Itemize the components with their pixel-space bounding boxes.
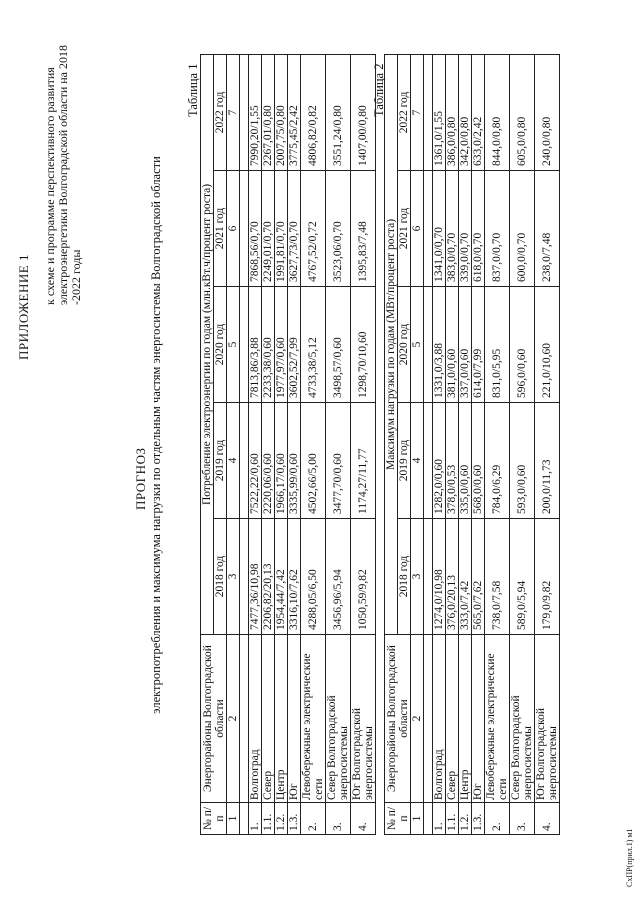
appendix-title: ПРИЛОЖЕНИЕ 1	[16, 254, 31, 360]
column-number: 3	[411, 519, 424, 635]
value-cell: 1361,0/1,55	[433, 54, 446, 170]
column-number: 4	[227, 403, 240, 519]
row-index: 1.	[433, 803, 446, 835]
column-header-year: 2020 год	[214, 287, 227, 403]
table-row	[275, 54, 288, 834]
value-cell: 600,0/0,70	[510, 171, 535, 287]
region-name: Юг	[472, 635, 485, 803]
table2-label: Таблица 2	[372, 63, 386, 117]
energy-consumption-table	[200, 54, 376, 835]
column-header-region: Энергорайоны Волгоградской области	[385, 635, 411, 803]
value-cell: 1991,81/0,70	[275, 171, 288, 287]
value-cell: 1050,59/9,82	[351, 519, 376, 635]
region-name: Север	[262, 635, 275, 803]
table-row	[510, 54, 535, 834]
value-cell: 7990,20/1,55	[249, 54, 262, 170]
value-cell: 3523,06/0,70	[326, 171, 351, 287]
column-number: 1	[411, 803, 424, 835]
table-row	[433, 54, 446, 834]
value-cell: 2206,82/20,13	[262, 519, 275, 635]
column-number: 2	[411, 635, 424, 803]
value-cell: 378,0/0,53	[446, 403, 459, 519]
column-number: 7	[411, 54, 424, 170]
region-name: Север Волгоградской энергосистемы	[510, 635, 535, 803]
value-cell: 333,0/7,42	[459, 519, 472, 635]
value-cell: 568,0/0,60	[472, 403, 485, 519]
column-header-year: 2021 год	[398, 171, 411, 287]
value-cell: 238,0/7,48	[535, 171, 560, 287]
value-cell: 1954,44/7,42	[275, 519, 288, 635]
value-cell: 3551,24/0,80	[326, 54, 351, 170]
value-cell: 381,0/0,60	[446, 287, 459, 403]
table-row	[288, 54, 301, 834]
column-header-year: 2019 год	[214, 403, 227, 519]
table1-body	[240, 54, 376, 834]
value-cell: 383,0/0,70	[446, 171, 459, 287]
row-index: 1.3.	[288, 803, 301, 835]
table-row	[351, 54, 376, 834]
column-number: 3	[227, 519, 240, 635]
value-cell: 589,0/5,94	[510, 519, 535, 635]
value-cell: 3627,73/0,70	[288, 171, 301, 287]
footer-code: СхПР(прил.1) м1	[625, 828, 634, 887]
value-cell: 2220,06/0,60	[262, 403, 275, 519]
value-cell: 1407,00/0,80	[351, 54, 376, 170]
column-number: 6	[411, 171, 424, 287]
row-index: 3.	[510, 803, 535, 835]
value-cell: 200,0/11,73	[535, 403, 560, 519]
table-row	[446, 54, 459, 834]
table-row	[249, 54, 262, 834]
value-cell: 1298,70/10,60	[351, 287, 376, 403]
column-number: 7	[227, 54, 240, 170]
region-name: Левобережные электрические сети	[301, 635, 326, 803]
column-number: 4	[411, 403, 424, 519]
table-row	[326, 54, 351, 834]
value-cell: 3335,99/0,60	[288, 403, 301, 519]
column-header-year: 2018 год	[398, 519, 411, 635]
value-cell: 605,0/0,80	[510, 54, 535, 170]
value-cell: 1274,0/10,98	[433, 519, 446, 635]
column-header-index: № п/п	[385, 803, 411, 835]
value-cell: 593,0/0,60	[510, 403, 535, 519]
value-cell: 7477,36/10,98	[249, 519, 262, 635]
row-index: 1.2.	[275, 803, 288, 835]
value-cell: 386,0/0,80	[446, 54, 459, 170]
region-name: Волгоград	[249, 635, 262, 803]
column-number: 2	[227, 635, 240, 803]
group-header: Потребление электроэнергии по годам (млн.кВт.ч/процент роста)	[201, 54, 214, 634]
table-row	[472, 54, 485, 834]
value-cell: 618,0/0,70	[472, 171, 485, 287]
value-cell: 4806,82/0,82	[301, 54, 326, 170]
value-cell: 179,0/9,82	[535, 519, 560, 635]
value-cell: 3316,10/7,62	[288, 519, 301, 635]
column-number: 6	[227, 171, 240, 287]
table-row	[459, 54, 472, 834]
value-cell: 2267,01/0,80	[262, 54, 275, 170]
value-cell: 339,0/0,70	[459, 171, 472, 287]
table-row	[535, 54, 560, 834]
column-header-year: 2021 год	[214, 171, 227, 287]
value-cell: 837,0/0,70	[485, 171, 510, 287]
table-row	[301, 54, 326, 834]
value-cell: 337,0/0,60	[459, 287, 472, 403]
region-name: Центр	[459, 635, 472, 803]
row-index: 4.	[351, 803, 376, 835]
value-cell: 3602,52/7,99	[288, 287, 301, 403]
table-row	[485, 54, 510, 834]
column-header-year: 2022 год	[214, 54, 227, 170]
spacer-row	[240, 54, 249, 834]
column-header-year: 2019 год	[398, 403, 411, 519]
row-index: 1.3.	[472, 803, 485, 835]
row-index: 1.	[249, 803, 262, 835]
region-name: Юг Волгоградской энергосистемы	[535, 635, 560, 803]
value-cell: 376,0/20,13	[446, 519, 459, 635]
value-cell: 4767,52/0,72	[301, 171, 326, 287]
row-index: 2.	[485, 803, 510, 835]
column-header-index: № п/п	[201, 803, 227, 835]
region-name: Волгоград	[433, 635, 446, 803]
document-subtitle: электропотребления и максимума нагрузки по отдельным частям энергосистемы Волгоградской области	[149, 156, 163, 714]
value-cell: 831,0/5,95	[485, 287, 510, 403]
row-index: 1.1.	[262, 803, 275, 835]
value-cell: 2233,38/0,60	[262, 287, 275, 403]
value-cell: 2007,75/0,80	[275, 54, 288, 170]
table-row	[262, 54, 275, 834]
column-number: 5	[411, 287, 424, 403]
value-cell: 342,0/0,80	[459, 54, 472, 170]
column-number: 5	[227, 287, 240, 403]
row-index: 1.1.	[446, 803, 459, 835]
column-header-year: 2022 год	[398, 54, 411, 170]
value-cell: 1395,83/7,48	[351, 171, 376, 287]
row-index: 1.2.	[459, 803, 472, 835]
value-cell: 4502,66/5,00	[301, 403, 326, 519]
value-cell: 3477,70/0,60	[326, 403, 351, 519]
value-cell: 221,0/10,60	[535, 287, 560, 403]
region-name: Центр	[275, 635, 288, 803]
value-cell: 1341,0/0,70	[433, 171, 446, 287]
value-cell: 1282,0/0,60	[433, 403, 446, 519]
value-cell: 596,0/0,60	[510, 287, 535, 403]
value-cell: 614,0/7,99	[472, 287, 485, 403]
row-index: 2.	[301, 803, 326, 835]
value-cell: 1966,17/0,60	[275, 403, 288, 519]
column-header-region: Энергорайоны Волгоградской области	[201, 635, 227, 803]
value-cell: 1331,0/3,88	[433, 287, 446, 403]
value-cell: 633,0/2,42	[472, 54, 485, 170]
group-header: Максимум нагрузки по годам (МВт/процент роста)	[385, 54, 398, 634]
table1-label: Таблица 1	[186, 63, 200, 117]
value-cell: 844,0/0,80	[485, 54, 510, 170]
region-name: Юг	[288, 635, 301, 803]
value-cell: 3775,45/2,42	[288, 54, 301, 170]
region-name: Левобережные электрические сети	[485, 635, 510, 803]
value-cell: 3498,57/0,60	[326, 287, 351, 403]
appendix-note: к схеме и программе перспективного развития электроэнергетики Волгоградской области на 2018 -2022 годы	[43, 44, 83, 305]
value-cell: 1977,97/0,60	[275, 287, 288, 403]
column-number: 1	[227, 803, 240, 835]
row-index: 3.	[326, 803, 351, 835]
column-header-year: 2018 год	[214, 519, 227, 635]
value-cell: 738,0/7,58	[485, 519, 510, 635]
region-name: Север	[446, 635, 459, 803]
spacer-row	[424, 54, 433, 834]
region-name: Юг Волгоградской энергосистемы	[351, 635, 376, 803]
value-cell: 240,0/0,80	[535, 54, 560, 170]
table2-body	[424, 54, 560, 834]
value-cell: 335,0/0,60	[459, 403, 472, 519]
value-cell: 2249,01/0,70	[262, 171, 275, 287]
value-cell: 565,0/7,62	[472, 519, 485, 635]
value-cell: 4733,38/5,12	[301, 287, 326, 403]
document-title: ПРОГНОЗ	[133, 447, 148, 510]
value-cell: 7813,86/3,88	[249, 287, 262, 403]
value-cell: 1174,27/11,77	[351, 403, 376, 519]
region-name: Север Волгоградской энергосистемы	[326, 635, 351, 803]
column-header-year: 2020 год	[398, 287, 411, 403]
max-load-table	[384, 54, 560, 835]
value-cell: 3456,96/5,94	[326, 519, 351, 635]
value-cell: 7522,22/0,60	[249, 403, 262, 519]
row-index: 4.	[535, 803, 560, 835]
value-cell: 784,0/6,29	[485, 403, 510, 519]
value-cell: 7868,56/0,70	[249, 171, 262, 287]
value-cell: 4288,05/6,50	[301, 519, 326, 635]
